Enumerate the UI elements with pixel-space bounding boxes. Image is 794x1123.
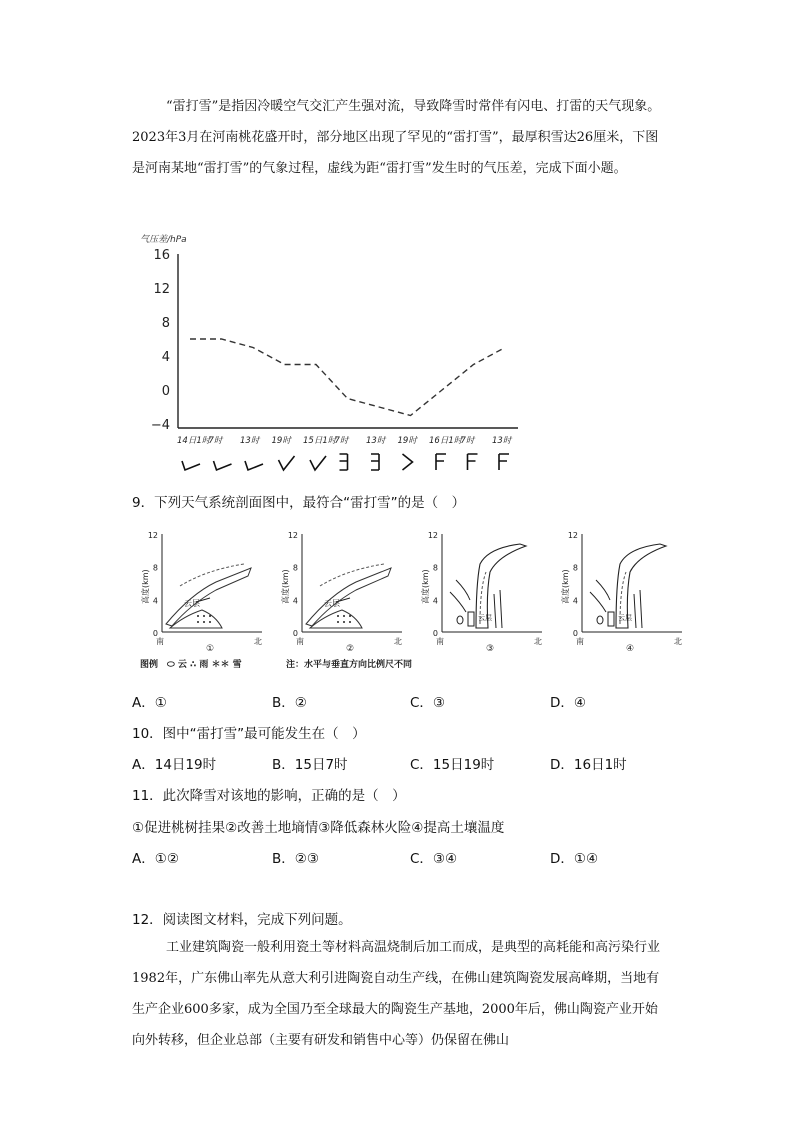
panel-y-tick: 4 bbox=[292, 596, 298, 606]
panel-cloud-label: 云层 bbox=[324, 599, 340, 608]
panel-y-tick: 12 bbox=[427, 531, 438, 540]
y-tick-label: 12 bbox=[153, 282, 170, 297]
question-12: 12．阅读图文材料，完成下列问题。 bbox=[132, 912, 352, 928]
panel-y-tick: 8 bbox=[572, 563, 578, 573]
q11-option-d[interactable]: D．①④ bbox=[550, 851, 599, 867]
x-tick-label: 19时 bbox=[397, 436, 417, 446]
panel-cloud-label: 云层 bbox=[184, 599, 200, 608]
panel-north-label: 北 bbox=[674, 637, 682, 646]
panel-y-tick: 8 bbox=[152, 563, 158, 573]
panel-y-tick: 0 bbox=[152, 629, 158, 638]
panel-ylabel: 高度(km) bbox=[281, 569, 290, 604]
panel-number: ④ bbox=[625, 644, 635, 654]
y-tick-label: −4 bbox=[150, 418, 170, 433]
q10-option-c[interactable]: C．15日19时 bbox=[410, 757, 495, 773]
wind-barb-icon bbox=[468, 454, 478, 470]
q9-option-a[interactable]: A．① bbox=[132, 695, 167, 711]
panel-y-tick: 8 bbox=[432, 563, 438, 573]
panel-north-label: 北 bbox=[254, 637, 262, 646]
x-tick-label: 15日1时 bbox=[303, 436, 337, 446]
cross-section-panel bbox=[140, 531, 262, 654]
panel-y-tick: 12 bbox=[147, 531, 158, 540]
cross-section-panel bbox=[420, 531, 542, 654]
panel-south-label: 南 bbox=[436, 637, 444, 646]
panel-north-label: 北 bbox=[394, 637, 402, 646]
pressure-line bbox=[190, 339, 505, 416]
wind-barb-icon bbox=[182, 461, 200, 470]
y-tick-label: 8 bbox=[161, 316, 170, 331]
x-tick-label: 16日1时 bbox=[429, 436, 463, 446]
cross-section-panel bbox=[560, 531, 682, 654]
wind-barb-icon bbox=[403, 454, 413, 470]
panel-y-tick: 0 bbox=[432, 629, 438, 638]
y-tick-label: 0 bbox=[161, 384, 170, 399]
panel-north-label: 北 bbox=[534, 637, 542, 646]
question-11: 11．此次降雪对该地的影响，正确的是（ ） bbox=[132, 788, 406, 804]
panel-y-tick: 12 bbox=[567, 531, 578, 540]
q11-option-b[interactable]: B．②③ bbox=[272, 851, 319, 867]
panel-y-tick: 12 bbox=[287, 531, 298, 540]
wind-barb-icon bbox=[245, 461, 263, 470]
panel-cloud-label: 云层 bbox=[478, 614, 492, 622]
q10-option-d[interactable]: D．16日1时 bbox=[550, 757, 627, 773]
question-9: 9．下列天气系统剖面图中，最符合“雷打雪”的是（ ） bbox=[132, 495, 466, 511]
panel-south-label: 南 bbox=[156, 637, 164, 646]
x-tick-label: 19时 bbox=[271, 436, 291, 446]
question-10: 10．图中“雷打雪”最可能发生在（ ） bbox=[132, 726, 366, 742]
pressure-chart bbox=[130, 228, 530, 478]
panel-ylabel: 高度(km) bbox=[141, 569, 150, 604]
panel-y-tick: 4 bbox=[572, 596, 578, 606]
intro-paragraph: “雷打雪”是指因冷暖空气交汇产生强对流，导致降雪时常伴有闪电、打雷的天气现象。2023年3月在河南桃花盛开时，部分地区出现了罕见的“雷打雪”，最厚积雪达26厘米，下图是河南某地“雷打雪”的气象过程，虚线为距“雷打雪”发生时的气压差，完成下面小题。 bbox=[132, 99, 661, 176]
y-tick-label: 4 bbox=[161, 350, 170, 365]
panel-number: ① bbox=[205, 644, 215, 654]
cross-section-figure bbox=[136, 524, 688, 674]
x-tick-label: 13时 bbox=[492, 436, 512, 446]
cross-section-panel bbox=[280, 531, 402, 654]
x-tick-label: 7时 bbox=[460, 436, 475, 446]
panel-number: ③ bbox=[485, 644, 495, 654]
q10-option-a[interactable]: A．14日19时 bbox=[132, 757, 217, 773]
panel-ylabel: 高度(km) bbox=[421, 569, 430, 604]
q9-option-b[interactable]: B．② bbox=[272, 695, 307, 711]
panel-south-label: 南 bbox=[576, 637, 584, 646]
wind-barb-icon bbox=[436, 454, 446, 470]
panel-south-label: 南 bbox=[296, 637, 304, 646]
panel-number: ② bbox=[345, 644, 355, 654]
x-tick-label: 13时 bbox=[240, 436, 260, 446]
panel-y-tick: 0 bbox=[572, 629, 578, 638]
wind-barb-icon bbox=[214, 461, 232, 470]
q11-option-a[interactable]: A．①② bbox=[132, 851, 179, 867]
q10-option-b[interactable]: B．15日7时 bbox=[272, 757, 348, 773]
chart-ylabel: 气压差/hPa bbox=[140, 235, 187, 245]
panel-y-tick: 0 bbox=[292, 629, 298, 638]
panel-y-tick: 4 bbox=[432, 596, 438, 606]
q9-option-d[interactable]: D．④ bbox=[550, 695, 586, 711]
frontal-cloud bbox=[166, 568, 251, 626]
q9-option-c[interactable]: C．③ bbox=[410, 695, 446, 711]
x-tick-label: 7时 bbox=[208, 436, 223, 446]
panel-cloud-label: 云层 bbox=[618, 614, 632, 622]
x-tick-label: 14日1时 bbox=[177, 436, 211, 446]
panel-y-tick: 8 bbox=[292, 563, 298, 573]
q12-material: 工业建筑陶瓷一般利用瓷土等材料高温烧制后加工而成，是典型的高耗能和高污染行业1982年，广东佛山率先从意大利引进陶瓷自动生产线，在佛山建筑陶瓷发展高峰期，当地有生产企业600多家，成为全国乃至全球最大的陶瓷生产基地，2000年后，佛山陶瓷产业开始向外转移，但企业总部（主要有研发和销售中心等）仍保留在佛山 bbox=[132, 940, 661, 1048]
q11-option-c[interactable]: C．③④ bbox=[410, 851, 458, 867]
x-tick-label: 7时 bbox=[334, 436, 349, 446]
figure-legend: 图例 ⬭ 云 ∴ 雨 ＊＊ 雪 bbox=[140, 660, 242, 670]
frontal-cloud bbox=[306, 568, 391, 626]
wind-barb-icon bbox=[371, 454, 379, 470]
panel-y-tick: 4 bbox=[152, 596, 158, 606]
y-tick-label: 16 bbox=[153, 248, 170, 263]
wind-barb-icon bbox=[340, 454, 348, 470]
x-tick-label: 13时 bbox=[366, 436, 386, 446]
panel-ylabel: 高度(km) bbox=[561, 569, 570, 604]
wind-barb-icon bbox=[499, 454, 509, 470]
wind-barb-icon bbox=[279, 456, 295, 470]
q11-statements: ①促进桃树挂果②改善土地墒情③降低森林火险④提高土壤温度 bbox=[132, 820, 505, 836]
figure-note: 注：水平与垂直方向比例尺不同 bbox=[286, 660, 413, 670]
wind-barb-icon bbox=[310, 456, 326, 470]
